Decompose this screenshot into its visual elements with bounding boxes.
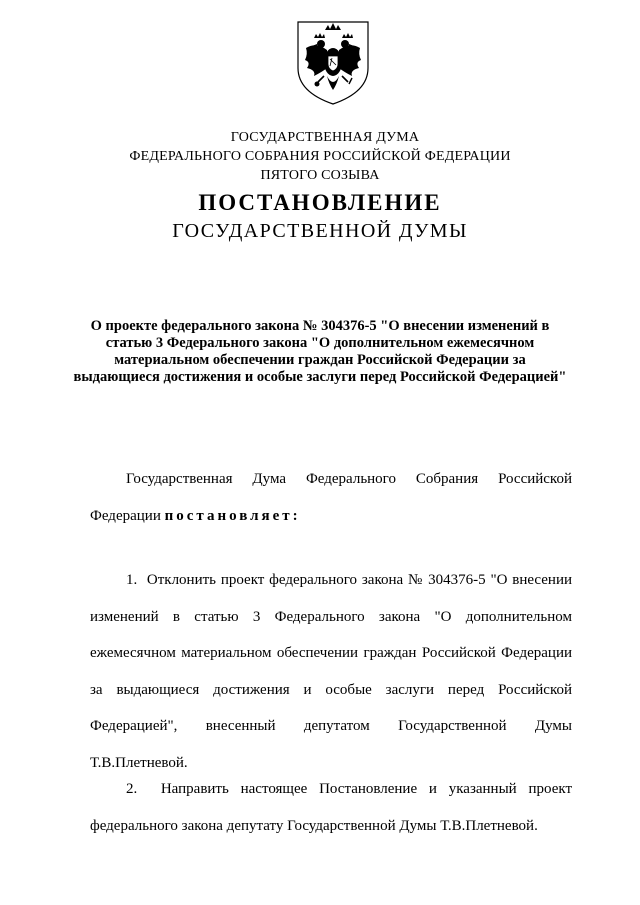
intro-text: Государственная Дума Федерального Собрания Российской Федерации <box>90 471 572 524</box>
double-headed-eagle-icon <box>294 18 372 106</box>
item-2-text: Направить настоящее Постановление и указанный проект федерального закона депутату Государственной Думы Т.В.Плетневой. <box>90 781 572 834</box>
intro-verb: постановляет: <box>164 507 301 524</box>
intro-paragraph <box>90 461 572 534</box>
item-1-text: Отклонить проект федерального закона № 304376-5 "О внесении изменений в статью 3 Федерального закона "О дополнительном ежемесячном материальном обеспечении граждан Российской Федерации за выдающиеся достижения и особые заслуги перед Российской Федерацией", внесенный депутатом Государственной Думы Т.В.Плетневой. <box>90 572 572 771</box>
item-2-paragraph <box>90 771 572 844</box>
item-1-paragraph <box>90 562 572 781</box>
document-subtitle: ГОСУДАРСТВЕННОЙ ДУМЫ <box>172 220 468 242</box>
document-title: ПОСТАНОВЛЕНИЕ <box>198 190 442 215</box>
coat-of-arms-emblem <box>294 18 372 106</box>
item-2-number: 2. <box>126 781 138 797</box>
resolution-subject: О проекте федерального закона № 304376-5 "О внесении изменений в статью 3 Федерального закона "О дополнительном ежемесячном материальном обеспечении граждан Российской Федерации за выдающиеся достижения и особые заслуги перед Российской Федерацией" <box>73 318 567 385</box>
item-1-number: 1. <box>126 572 138 588</box>
header-line-convocation: ПЯТОГО СОЗЫВА <box>260 168 380 183</box>
header-line-duma: ГОСУДАРСТВЕННАЯ ДУМА <box>230 130 420 145</box>
header-line-assembly: ФЕДЕРАЛЬНОГО СОБРАНИЯ РОССИЙСКОЙ ФЕДЕРАЦИИ <box>129 149 511 164</box>
issuer-header <box>0 128 640 185</box>
